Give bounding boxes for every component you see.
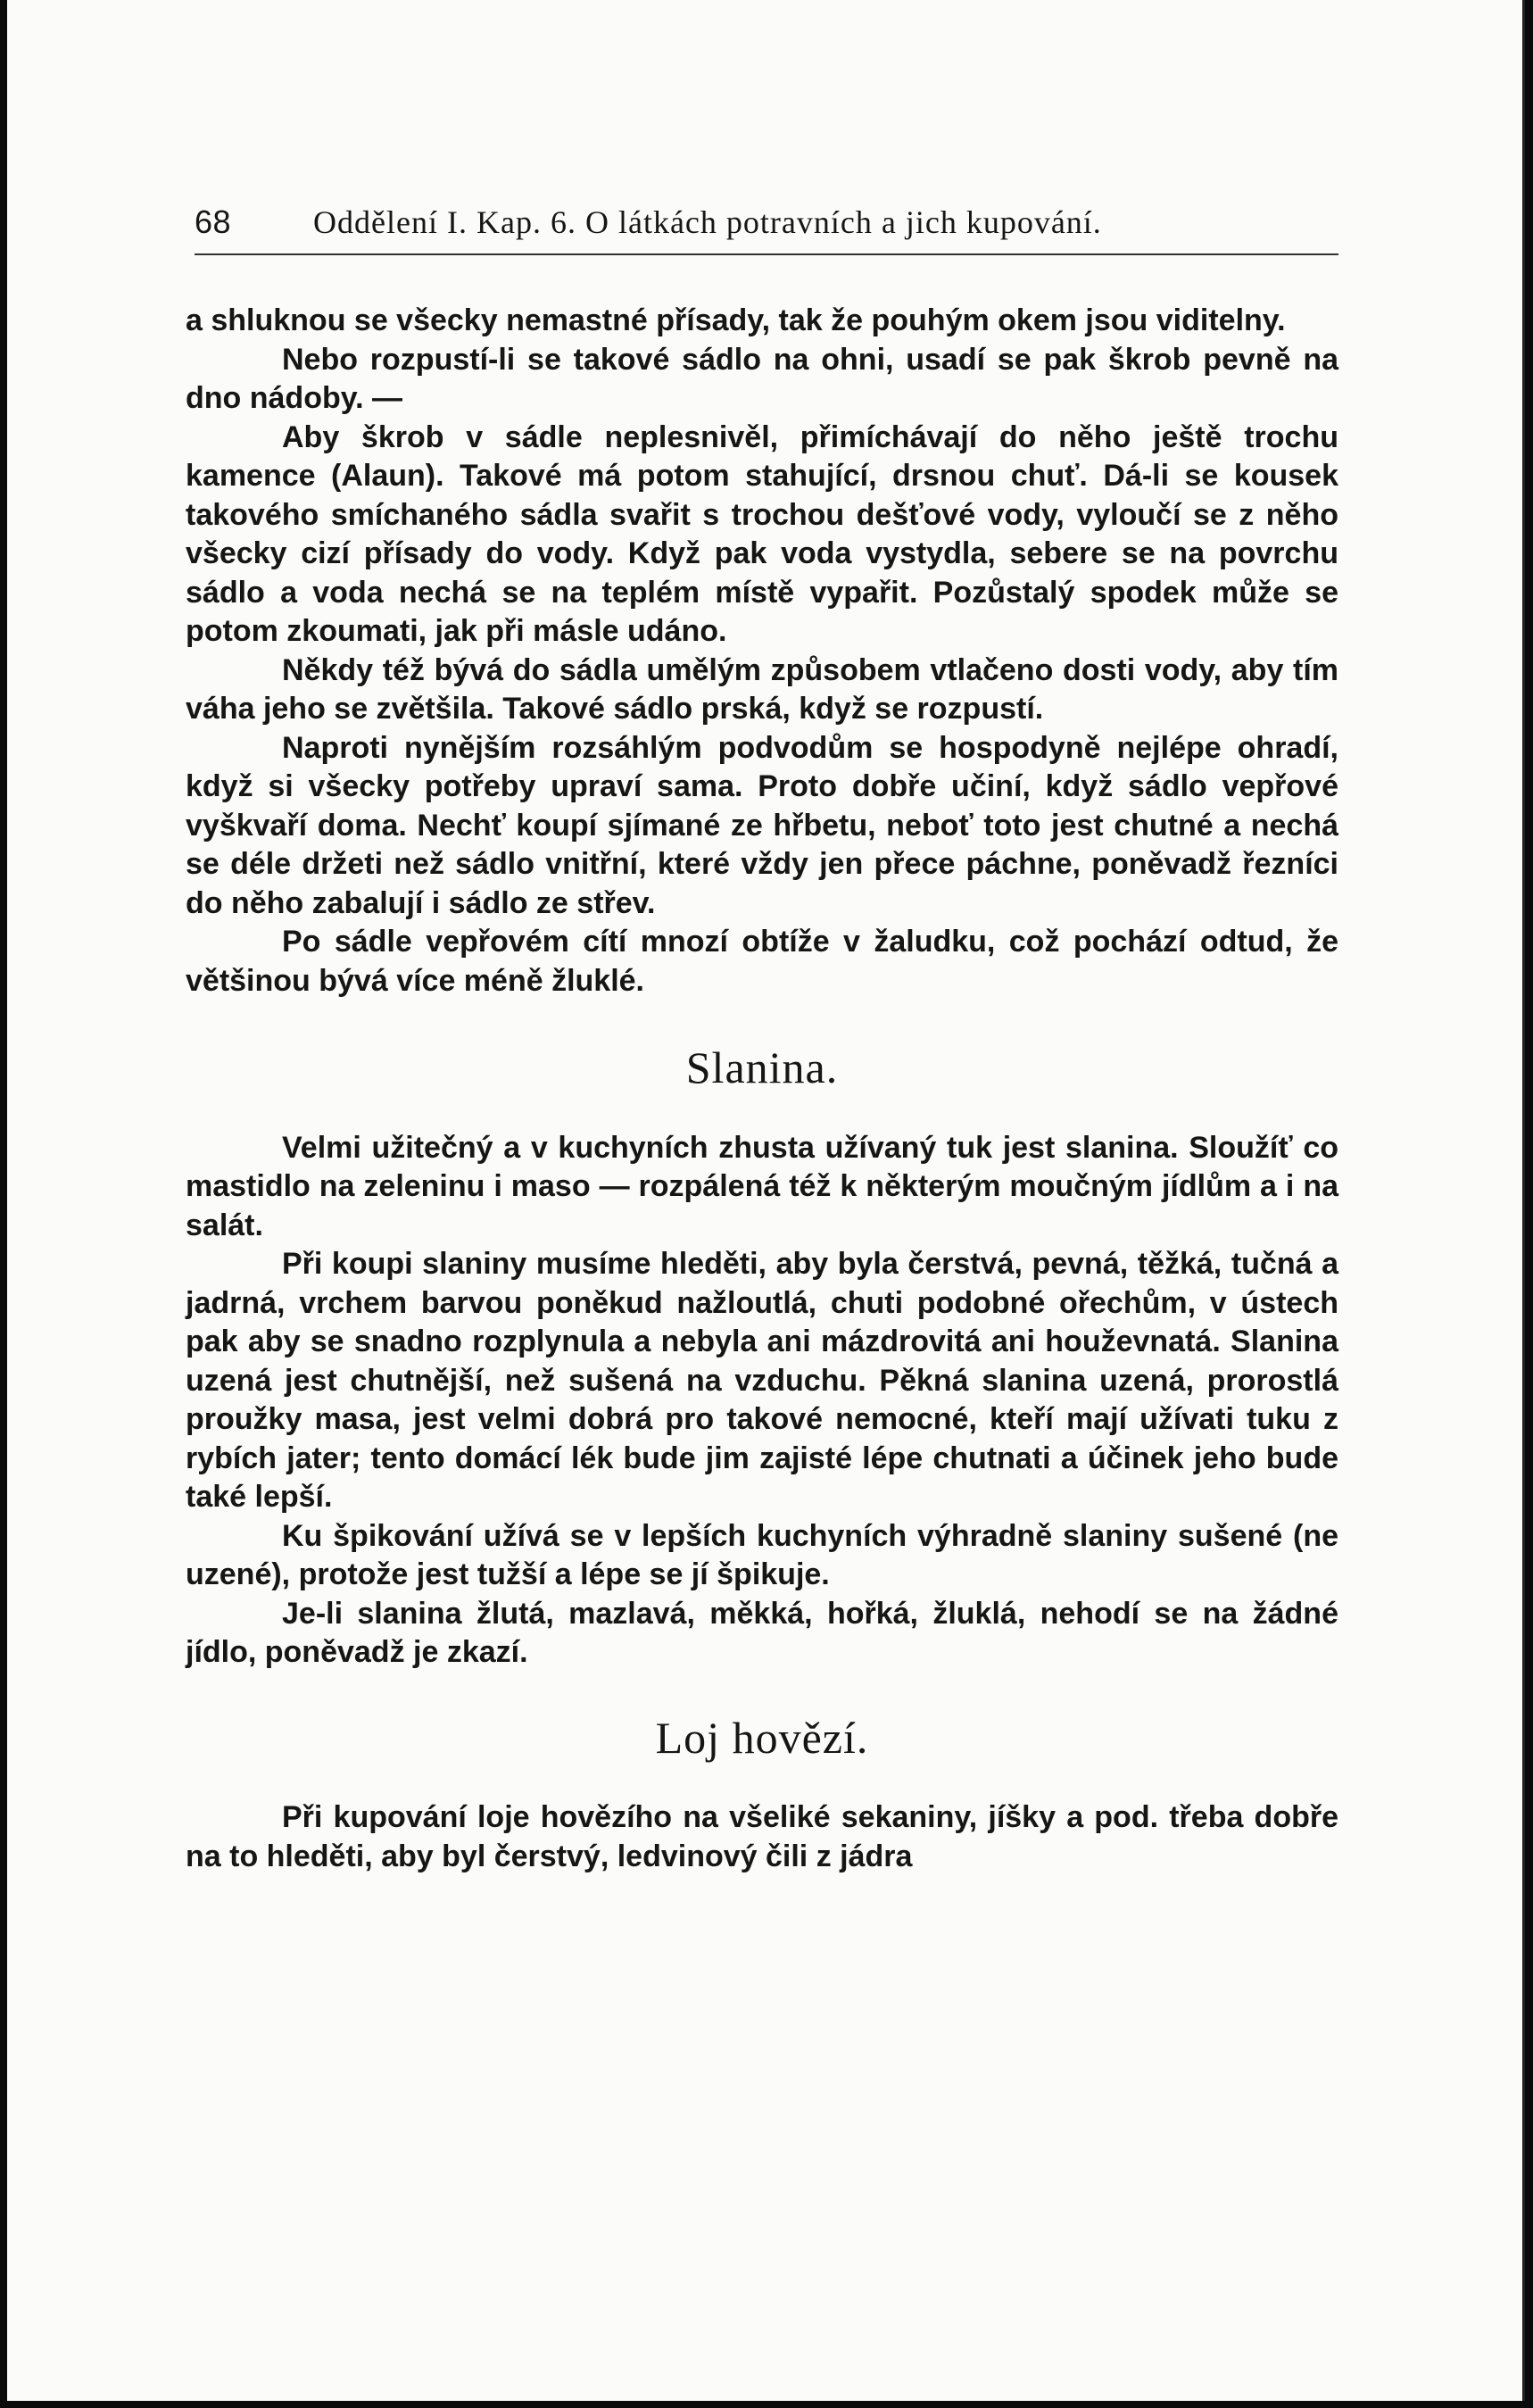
paragraph: Po sádle vepřovém cítí mnozí obtíže v žaludku, což pochází odtud, že většinou bývá více méně žluklé.	[186, 925, 1338, 998]
page-content	[186, 203, 1338, 1876]
paragraph: Aby škrob v sádle neplesnivěl, přimíchávají do něho ještě trochu kamence (Alaun). Takové má potom stahující, drsnou chuť. Dá-li se kousek takového smíchaného sádla svařit s trochou dešťové vody, vyloučí se z něho všecky cizí přísady do vody. Když pak voda vystydla, sebere se na povrchu sádlo a voda nechá se na teplém místě vypařit. Pozůstalý spodek může se potom zkoumati, jak při másle udáno.	[186, 419, 1338, 648]
running-head-title: Oddělení I. Kap. 6. O látkách potravních a jich kupování.	[313, 204, 1102, 240]
paragraph: Nebo rozpustí-li se takové sádlo na ohni, usadí se pak škrob pevně na dno nádoby. —	[186, 342, 1338, 415]
paragraph: Někdy též bývá do sádla umělým způsobem vtlačeno dosti vody, aby tím váha jeho se zvětšila. Takové sádlo prská, když se rozpustí.	[186, 652, 1338, 726]
paragraph: Při kupování loje hovězího na všeliké sekaniny, jíšky a pod. třeba dobře na to hleděti, aby byl čerstvý, ledvinový čili z jádra	[186, 1800, 1338, 1873]
paragraph: a shluknou se všecky nemastné přísady, tak že pouhým okem jsou viditelny.	[186, 303, 1286, 337]
section-heading-slanina: Slanina.	[685, 1042, 839, 1092]
page-number: 68	[195, 203, 232, 240]
paragraph: Velmi užitečný a v kuchyních zhusta užívaný tuk jest slanina. Sloužíť co mastidlo na zeleninu i maso — rozpálená též k některým moučným jídlům a i na salát.	[186, 1130, 1338, 1242]
book-page	[7, 0, 1525, 2401]
paragraph: Naproti nynějším rozsáhlým podvodům se hospodyně nejlépe ohradí, když si všecky potřeby upraví sama. Proto dobře učiní, když sádlo vepřové vyškvaří doma. Nechť koupí sjímané ze hřbetu, neboť toto jest chutné a nechá se déle držeti než sádlo vnitřní, které vždy jen přece páchne, poněvadž řezníci do něho zabalují i sádlo ze střev.	[186, 730, 1338, 920]
body-text	[186, 302, 1338, 1876]
paragraph: Je-li slanina žlutá, mazlavá, měkká, hořká, žluklá, nehodí se na žádné jídlo, poněvadž je zkazí.	[186, 1596, 1338, 1669]
section-heading-loj: Loj hovězí.	[655, 1712, 869, 1763]
running-head	[195, 203, 1338, 255]
paragraph: Při koupi slaniny musíme hleděti, aby byla čerstvá, pevná, těžká, tučná a jadrná, vrchem barvou poněkud nažloutlá, chuti podobné ořechům, v ústech pak aby se snadno rozplynula a nebyla ani mázdrovitá ani houževnatá. Slanina uzená jest chutnější, než sušená na vzduchu. Pěkná slanina uzená, prorostlá proužky masa, jest velmi dobrá pro takové nemocné, kteří mají užívati tuku z rybích jater; tento domácí lék bude jim zajisté lépe chutnati a účinek jeho bude také lepší.	[186, 1247, 1338, 1514]
paragraph: Ku špikování užívá se v lepších kuchyních výhradně slaniny sušené (ne uzené), protože jest tužší a lépe se jí špikuje.	[186, 1518, 1338, 1591]
